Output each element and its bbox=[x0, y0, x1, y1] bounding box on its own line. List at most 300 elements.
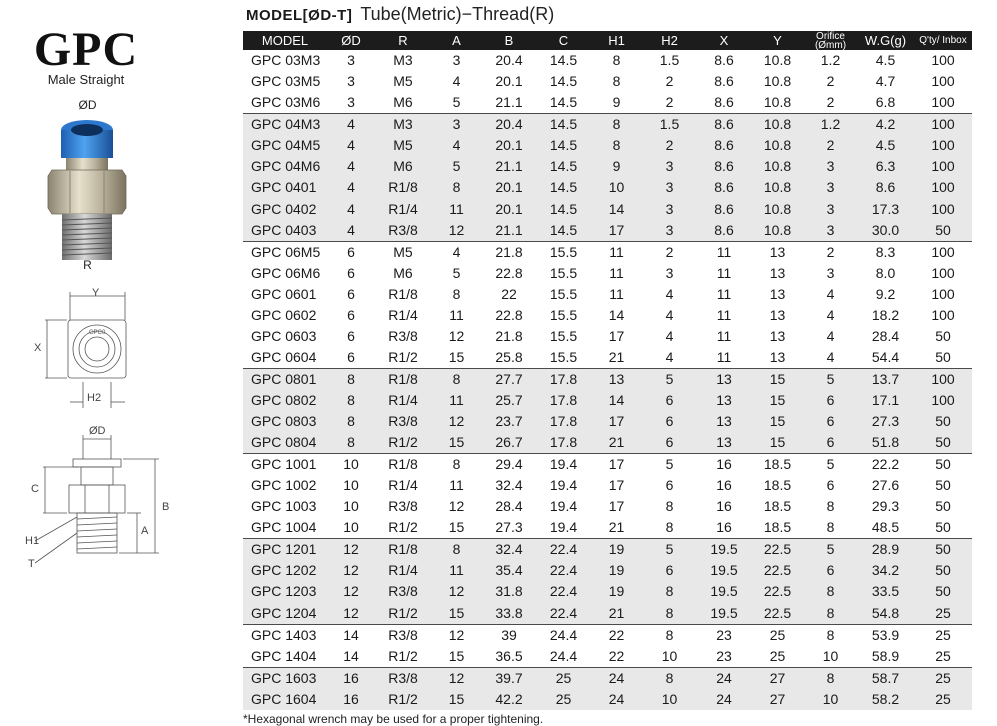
table-cell: 6.3 bbox=[857, 156, 914, 177]
table-cell: 6 bbox=[804, 411, 857, 432]
table-cell: R1/4 bbox=[388, 306, 418, 323]
table-cell: R3/8 bbox=[375, 667, 431, 689]
table-cell: M6 bbox=[375, 156, 431, 177]
dim-label-h1: H1 bbox=[25, 535, 40, 547]
table-cell: GPC 06M6 bbox=[251, 264, 321, 281]
table-cell: 11 bbox=[431, 560, 482, 581]
table-cell: 8 bbox=[826, 498, 835, 515]
table-row bbox=[243, 539, 972, 561]
table-cell: 12 bbox=[431, 581, 482, 602]
table-cell: 8.6 bbox=[714, 52, 734, 69]
table-cell: GPC 06M5 bbox=[243, 241, 327, 263]
table-cell: 100 bbox=[914, 177, 972, 198]
table-cell: 18.5 bbox=[763, 498, 792, 515]
table-cell: 2 bbox=[804, 135, 857, 156]
table-cell: 15 bbox=[751, 390, 804, 411]
table-cell: R3/8 bbox=[375, 411, 431, 432]
table-cell: 50 bbox=[914, 539, 972, 561]
table-cell: 4 bbox=[665, 306, 674, 323]
end-view-drawing bbox=[25, 287, 145, 420]
table-cell: 21.1 bbox=[495, 94, 523, 111]
table-cell: GPC 0802 bbox=[243, 390, 327, 411]
table-cell: 20.4 bbox=[482, 114, 536, 136]
table-cell: 25.8 bbox=[495, 348, 523, 365]
table-cell: 4 bbox=[452, 73, 461, 90]
table-cell: 3 bbox=[347, 94, 355, 111]
table-cell: 3 bbox=[665, 264, 674, 281]
table-cell: 28.4 bbox=[495, 498, 523, 515]
table-cell: 10 bbox=[804, 689, 857, 710]
table-cell: 8.6 bbox=[697, 135, 751, 156]
table-cell: 6 bbox=[804, 432, 857, 454]
table-cell: 18.5 bbox=[763, 477, 792, 494]
table-cell: R1/2 bbox=[375, 689, 431, 710]
table-cell: 8 bbox=[642, 603, 697, 625]
table-cell: 10.8 bbox=[751, 198, 804, 219]
table-cell: GPC 0804 bbox=[243, 432, 327, 454]
table-cell: 25 bbox=[914, 667, 972, 689]
table-cell: 27 bbox=[751, 689, 804, 710]
table-cell: 36.5 bbox=[495, 647, 523, 664]
table-row bbox=[243, 475, 972, 496]
table-cell: 50 bbox=[935, 327, 951, 344]
table-cell: 5 bbox=[431, 156, 482, 177]
table-row bbox=[243, 581, 972, 602]
dim-label-x: X bbox=[34, 342, 42, 354]
table-cell: 50 bbox=[935, 519, 951, 536]
table-cell: 13.7 bbox=[857, 368, 914, 390]
table-cell: GPC 1604 bbox=[243, 689, 327, 710]
table-cell: 17 bbox=[591, 454, 642, 476]
table-cell: 2 bbox=[804, 241, 857, 263]
table-cell: 23.7 bbox=[482, 411, 536, 432]
table-cell: 4.5 bbox=[857, 135, 914, 156]
table-cell: 8 bbox=[431, 454, 482, 476]
table-cell: 8.6 bbox=[714, 94, 734, 111]
side-view-drawing bbox=[25, 425, 175, 585]
table-cell: 11 bbox=[609, 285, 624, 302]
table-cell: 21.8 bbox=[482, 241, 536, 263]
header-x: X bbox=[697, 31, 751, 50]
table-cell: R1/8 bbox=[375, 539, 431, 561]
table-cell: 6 bbox=[347, 285, 355, 302]
header-h1: H1 bbox=[591, 31, 642, 50]
table-cell: 6 bbox=[347, 327, 355, 344]
table-cell: 8 bbox=[665, 498, 674, 515]
table-cell: 6.8 bbox=[875, 94, 896, 111]
table-cell: 54.4 bbox=[871, 348, 900, 365]
table-cell: 14 bbox=[591, 198, 642, 219]
table-cell: 4 bbox=[327, 114, 375, 136]
table-cell: 10.8 bbox=[751, 177, 804, 198]
table-cell: 16 bbox=[327, 689, 375, 710]
table-row bbox=[243, 603, 972, 625]
table-cell: GPC 04M5 bbox=[243, 135, 327, 156]
table-cell: 8.6 bbox=[714, 73, 734, 90]
header-weight: W.G(g) bbox=[857, 31, 914, 50]
table-cell: 10 bbox=[343, 498, 359, 515]
table-cell: 24 bbox=[591, 689, 642, 710]
table-cell: 11 bbox=[716, 264, 732, 281]
table-cell: 18.5 bbox=[763, 519, 792, 536]
table-cell: 50 bbox=[914, 220, 972, 242]
table-row bbox=[243, 624, 972, 646]
table-cell: 8 bbox=[591, 114, 642, 136]
dim-label-t: T bbox=[28, 558, 35, 570]
table-cell: 11 bbox=[697, 241, 751, 263]
table-cell: 24 bbox=[697, 689, 751, 710]
table-cell: 4 bbox=[327, 135, 375, 156]
table-cell: 29.3 bbox=[871, 498, 900, 515]
table-cell: GPC 1004 bbox=[251, 519, 317, 536]
table-cell: 8 bbox=[431, 177, 482, 198]
table-cell: 39.7 bbox=[482, 667, 536, 689]
photo-label-top: ØD bbox=[78, 98, 97, 112]
table-cell: 18.2 bbox=[871, 306, 900, 323]
table-cell: 16 bbox=[327, 667, 375, 689]
table-cell: 8 bbox=[804, 624, 857, 646]
table-cell: 58.9 bbox=[871, 647, 900, 664]
table-cell: 4 bbox=[431, 241, 482, 263]
table-cell: GPC 03M3 bbox=[251, 52, 321, 69]
table-cell: 22 bbox=[608, 647, 625, 664]
table-cell: 10 bbox=[661, 647, 678, 664]
table-cell: 4 bbox=[665, 327, 674, 344]
table-cell: 4 bbox=[431, 135, 482, 156]
table-cell: 24 bbox=[697, 667, 751, 689]
table-cell: 15 bbox=[431, 689, 482, 710]
table-cell: GPC 03M5 bbox=[251, 73, 321, 90]
table-cell: 8 bbox=[591, 135, 642, 156]
table-cell: 22.5 bbox=[751, 539, 804, 561]
table-cell: 100 bbox=[931, 264, 955, 281]
table-row bbox=[243, 390, 972, 411]
table-cell: 19 bbox=[591, 560, 642, 581]
table-row bbox=[243, 114, 972, 136]
table-row bbox=[243, 667, 972, 689]
table-cell: 5 bbox=[804, 454, 857, 476]
table-cell: 22.5 bbox=[751, 603, 804, 625]
table-cell: R1/2 bbox=[388, 647, 418, 664]
table-cell: 8 bbox=[431, 368, 482, 390]
table-cell: 4 bbox=[826, 327, 835, 344]
table-cell: 25 bbox=[751, 624, 804, 646]
table-cell: GPC 03M6 bbox=[251, 94, 321, 111]
table-row bbox=[243, 241, 972, 263]
table-cell: 9 bbox=[591, 156, 642, 177]
table-cell: 1.5 bbox=[659, 52, 680, 69]
table-cell: 8 bbox=[826, 519, 835, 536]
table-cell: 50 bbox=[935, 477, 951, 494]
table-cell: 25 bbox=[536, 689, 591, 710]
table-cell: 20.4 bbox=[495, 52, 523, 69]
table-cell: 5 bbox=[642, 454, 697, 476]
table-cell: 54.8 bbox=[857, 603, 914, 625]
table-cell: 3 bbox=[642, 198, 697, 219]
table-cell: 8.6 bbox=[857, 177, 914, 198]
table-cell: 10 bbox=[591, 177, 642, 198]
table-cell: GPC 1202 bbox=[243, 560, 327, 581]
table-cell: 21.1 bbox=[482, 156, 536, 177]
table-cell: 4.2 bbox=[857, 114, 914, 136]
table-cell: 28.4 bbox=[871, 327, 900, 344]
table-cell: 32.4 bbox=[482, 539, 536, 561]
table-cell: GPC 04M3 bbox=[243, 114, 327, 136]
table-cell: 31.8 bbox=[482, 581, 536, 602]
spec-table bbox=[243, 31, 972, 710]
table-cell: 21.8 bbox=[495, 327, 523, 344]
table-cell: 8.6 bbox=[697, 198, 751, 219]
table-cell: 3 bbox=[804, 177, 857, 198]
table-cell: GPC 0603 bbox=[251, 327, 317, 344]
table-cell: 5 bbox=[452, 264, 461, 281]
table-cell: 22 bbox=[501, 285, 517, 302]
table-cell: 19.5 bbox=[697, 539, 751, 561]
table-cell: 14.5 bbox=[536, 198, 591, 219]
table-cell: 50 bbox=[914, 581, 972, 602]
footnote: *Hexagonal wrench may be used for a proper tightening. bbox=[243, 712, 544, 726]
table-cell: 50 bbox=[935, 348, 951, 365]
table-cell: 1.2 bbox=[820, 52, 841, 69]
header-model: MODEL bbox=[243, 31, 327, 50]
table-cell: 23 bbox=[716, 647, 732, 664]
table-cell: 12 bbox=[431, 220, 482, 242]
table-cell: R3/8 bbox=[375, 581, 431, 602]
dim-label-d: ØD bbox=[89, 425, 106, 437]
table-cell: 10.8 bbox=[751, 156, 804, 177]
table-cell: 11 bbox=[716, 348, 732, 365]
table-row bbox=[243, 454, 972, 476]
table-cell: 17 bbox=[608, 477, 625, 494]
table-cell: 12 bbox=[431, 411, 482, 432]
table-cell: 20.1 bbox=[495, 73, 523, 90]
table-cell: 4 bbox=[327, 177, 375, 198]
table-row bbox=[243, 220, 972, 242]
table-cell: 6 bbox=[642, 411, 697, 432]
table-cell: 4 bbox=[665, 348, 674, 365]
table-cell: 15.5 bbox=[549, 327, 578, 344]
table-cell: 8 bbox=[327, 411, 375, 432]
table-cell: 4 bbox=[327, 198, 375, 219]
table-cell: 15 bbox=[751, 411, 804, 432]
table-cell: 10 bbox=[327, 454, 375, 476]
table-cell: 22.8 bbox=[495, 264, 523, 281]
table-row bbox=[243, 284, 972, 305]
table-cell: 21.1 bbox=[482, 220, 536, 242]
table-cell: R1/8 bbox=[375, 368, 431, 390]
table-cell: 100 bbox=[914, 114, 972, 136]
table-cell: 3 bbox=[431, 114, 482, 136]
table-cell: 21 bbox=[591, 603, 642, 625]
table-row bbox=[243, 646, 972, 668]
table-cell: 1.2 bbox=[804, 114, 857, 136]
table-cell: 4 bbox=[826, 348, 835, 365]
table-cell: 8 bbox=[431, 539, 482, 561]
table-cell: 10.8 bbox=[751, 114, 804, 136]
side-view-svg bbox=[25, 425, 175, 585]
table-cell: 13 bbox=[697, 368, 751, 390]
table-cell: 6 bbox=[642, 390, 697, 411]
table-row bbox=[243, 135, 972, 156]
table-cell: 50 bbox=[914, 454, 972, 476]
table-cell: 100 bbox=[931, 306, 955, 323]
table-cell: 12 bbox=[431, 667, 482, 689]
table-cell: 3 bbox=[347, 52, 355, 69]
table-cell: 22.4 bbox=[536, 560, 591, 581]
table-cell: 21 bbox=[591, 432, 642, 454]
table-cell: 14 bbox=[327, 624, 375, 646]
table-cell: 22.2 bbox=[857, 454, 914, 476]
table-header-row bbox=[243, 31, 972, 50]
table-cell: M6 bbox=[393, 94, 413, 111]
table-cell: 10.8 bbox=[751, 135, 804, 156]
table-cell: 12 bbox=[327, 603, 375, 625]
table-cell: 25.7 bbox=[482, 390, 536, 411]
table-row bbox=[243, 305, 972, 326]
table-cell: 5 bbox=[642, 368, 697, 390]
table-cell: 25 bbox=[935, 647, 951, 664]
table-cell: 12 bbox=[431, 624, 482, 646]
table-cell: GPC 1403 bbox=[243, 624, 327, 646]
table-cell: 10 bbox=[822, 647, 839, 664]
table-cell: 15.5 bbox=[536, 241, 591, 263]
table-cell: 11 bbox=[716, 285, 732, 302]
table-cell: 25 bbox=[914, 603, 972, 625]
table-cell: R3/8 bbox=[375, 220, 431, 242]
table-cell: 13 bbox=[769, 348, 786, 365]
table-cell: 17.1 bbox=[857, 390, 914, 411]
table-cell: 12 bbox=[327, 539, 375, 561]
table-cell: 19.5 bbox=[697, 581, 751, 602]
table-cell: 16 bbox=[716, 498, 732, 515]
table-cell: 35.4 bbox=[482, 560, 536, 581]
table-cell: 14.5 bbox=[549, 73, 578, 90]
table-cell: R1/8 bbox=[388, 285, 418, 302]
table-cell: 15.5 bbox=[549, 285, 578, 302]
table-cell: R1/4 bbox=[375, 390, 431, 411]
table-cell: 3 bbox=[804, 220, 857, 242]
table-cell: 12 bbox=[327, 581, 375, 602]
table-cell: 13 bbox=[769, 264, 786, 281]
table-cell: 4 bbox=[826, 306, 835, 323]
table-cell: 27.7 bbox=[482, 368, 536, 390]
table-cell: 14.5 bbox=[536, 156, 591, 177]
table-cell: 27.6 bbox=[871, 477, 900, 494]
table-cell: 8 bbox=[452, 285, 461, 302]
header-od: ØD bbox=[327, 31, 375, 50]
table-cell: 100 bbox=[914, 135, 972, 156]
table-cell: 3 bbox=[804, 156, 857, 177]
table-cell: 13 bbox=[697, 432, 751, 454]
table-cell: 14 bbox=[343, 647, 359, 664]
table-cell: 17.8 bbox=[536, 390, 591, 411]
table-cell: 50 bbox=[935, 498, 951, 515]
table-cell: 12 bbox=[448, 327, 465, 344]
table-cell: 29.4 bbox=[482, 454, 536, 476]
dim-label-b: B bbox=[162, 501, 170, 513]
table-cell: 22.4 bbox=[536, 539, 591, 561]
dim-label-c: C bbox=[31, 483, 39, 495]
table-cell: R1/2 bbox=[388, 348, 418, 365]
table-cell: 13 bbox=[591, 368, 642, 390]
table-cell: 100 bbox=[931, 73, 955, 90]
table-cell: 11 bbox=[591, 241, 642, 263]
table-cell: 15 bbox=[431, 603, 482, 625]
table-cell: 20.1 bbox=[482, 177, 536, 198]
table-cell: 100 bbox=[914, 390, 972, 411]
table-cell: GPC 1404 bbox=[251, 647, 317, 664]
table-cell: 2 bbox=[642, 241, 697, 263]
table-row bbox=[243, 50, 972, 71]
table-cell: 8 bbox=[327, 432, 375, 454]
table-row bbox=[243, 432, 972, 454]
table-cell: 4.5 bbox=[875, 52, 896, 69]
table-cell: 50 bbox=[914, 432, 972, 454]
table-cell: 24 bbox=[591, 667, 642, 689]
table-cell: 19 bbox=[591, 539, 642, 561]
table-cell: 13 bbox=[697, 390, 751, 411]
table-cell: 15.5 bbox=[549, 348, 578, 365]
table-cell: 24.4 bbox=[536, 624, 591, 646]
table-cell: 5 bbox=[804, 368, 857, 390]
table-cell: 6 bbox=[804, 560, 857, 581]
table-cell: 14.5 bbox=[536, 177, 591, 198]
table-cell: 8 bbox=[642, 624, 697, 646]
table-cell: 22.4 bbox=[536, 603, 591, 625]
table-cell: 14.5 bbox=[549, 52, 578, 69]
table-cell: 28.9 bbox=[857, 539, 914, 561]
table-cell: 21 bbox=[608, 348, 625, 365]
table-cell: 15.5 bbox=[549, 306, 578, 323]
table-cell: 19.4 bbox=[549, 519, 578, 536]
table-row bbox=[243, 92, 972, 114]
table-cell: 14 bbox=[591, 390, 642, 411]
table-cell: 100 bbox=[931, 94, 955, 111]
header-r: R bbox=[375, 31, 431, 50]
table-cell: 10.8 bbox=[763, 52, 792, 69]
table-cell: 22.5 bbox=[751, 560, 804, 581]
header-qty-inbox: Q'ty/ Inbox bbox=[914, 31, 972, 50]
table-cell: GPC 1001 bbox=[243, 454, 327, 476]
table-cell: 50 bbox=[914, 560, 972, 581]
table-cell: R3/8 bbox=[388, 498, 418, 515]
table-cell: GPC 1201 bbox=[243, 539, 327, 561]
table-cell: 2 bbox=[642, 135, 697, 156]
table-cell: 16 bbox=[697, 454, 751, 476]
table-cell: 20.1 bbox=[482, 198, 536, 219]
table-cell: 6 bbox=[327, 241, 375, 263]
table-cell: 20.1 bbox=[482, 135, 536, 156]
table-cell: 8.6 bbox=[697, 220, 751, 242]
table-cell: 100 bbox=[914, 198, 972, 219]
table-cell: 1.5 bbox=[642, 114, 697, 136]
table-cell: 5 bbox=[804, 539, 857, 561]
table-row bbox=[243, 326, 972, 347]
table-cell: 2 bbox=[826, 73, 835, 90]
photo-label-bottom: R bbox=[83, 258, 92, 272]
table-cell: 5 bbox=[452, 94, 461, 111]
table-cell: 3 bbox=[642, 156, 697, 177]
table-cell: 8 bbox=[804, 667, 857, 689]
table-cell: 14.5 bbox=[536, 220, 591, 242]
table-cell: 39 bbox=[482, 624, 536, 646]
table-cell: 42.2 bbox=[482, 689, 536, 710]
table-cell: 15 bbox=[448, 647, 465, 664]
table-cell: M3 bbox=[393, 52, 413, 69]
table-cell: 17.3 bbox=[857, 198, 914, 219]
table-cell: GPC 0601 bbox=[251, 285, 317, 302]
table-row bbox=[243, 156, 972, 177]
